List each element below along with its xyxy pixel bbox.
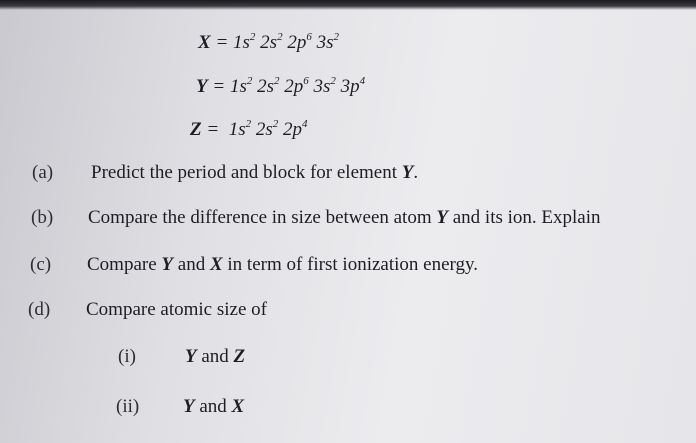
config-z: $Z = 1s^2$ $2s^2$ $2p^4$ [190,118,308,140]
question-c-label: (c) [30,254,52,275]
config-x-symbol: X [198,32,211,53]
config-y: $Y = 1s^2$ $2s^2$ $2p^6$ $3s^2$ $3p^4$ [196,75,366,97]
question-b-text: Compare the difference in size between atom Y and its ion. Explain [88,207,601,228]
question-d-ii-label: (ii) [116,396,140,417]
question-d-label: (d) [28,299,51,320]
config-x-value: $1s^2$ $2s^2$ $2p^6$ $3s^2$ [233,31,339,53]
config-y-value: $1s^2$ $2s^2$ $2p^6$ $3s^2$ $3p^4$ [229,75,366,97]
question-a-label: (a) [32,162,54,183]
config-x: $X = 1s^2$ $2s^2$ $2p^6$ $3s^2$ [198,31,339,53]
question-d-i-label: (i) [118,346,136,367]
question-d-text: Compare atomic size of [86,299,267,320]
question-c-text: Compare Y and X in term of first ionization energy. [87,254,479,275]
question-d-ii-text: Y and X [183,396,245,417]
config-y-symbol: Y [196,76,208,97]
question-b-label: (b) [31,207,54,228]
config-z-symbol: Z [190,119,202,140]
question-a-text: Predict the period and block for element Y. [91,162,419,183]
config-z-value: $1s^2$ $2s^2$ $2p^4$ [228,118,308,140]
question-d-i-text: Y and Z [185,346,246,367]
photo-top-edge [0,0,696,10]
